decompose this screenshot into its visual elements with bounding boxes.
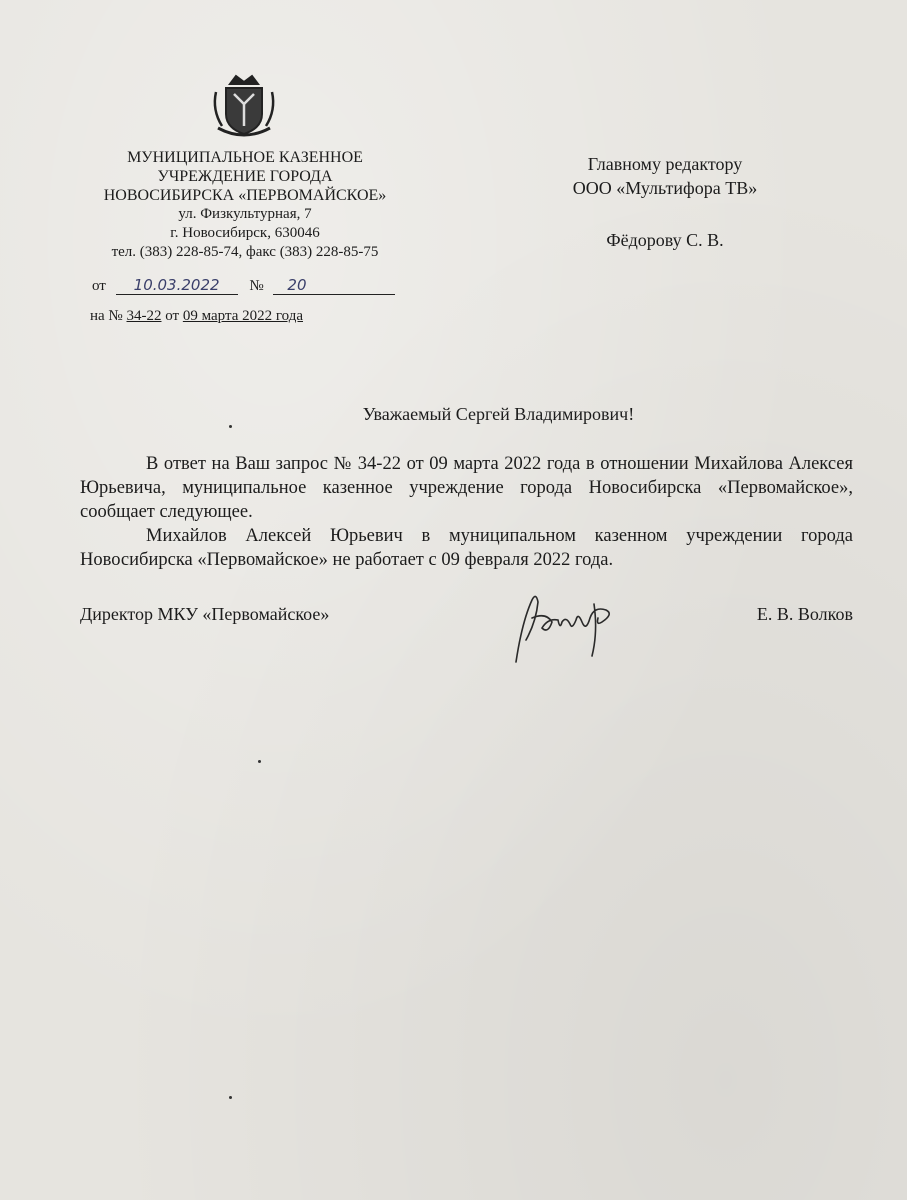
number-label: № xyxy=(249,278,264,294)
paragraph-1: В ответ на Ваш запрос № 34-22 от 09 марта 2022 года в отношении Михайлова Алексея Юрьевича, муниципальное казенное учреждение города Новосибирска «Первомайское», сообщает следующее. xyxy=(80,454,853,522)
org-name-line-3: НОВОСИБИРСКА «ПЕРВОМАЙСКОЕ» xyxy=(103,187,387,204)
sender-phones: тел. (383) 228-85-74, факс (383) 228-85-75 xyxy=(111,244,379,260)
outgoing-reference xyxy=(92,276,395,295)
incoming-reference xyxy=(90,308,303,325)
signer-title: Директор МКУ «Первомайское» xyxy=(80,604,330,624)
addressee-name: Фёдорову С. В. xyxy=(606,230,724,250)
letter-body xyxy=(80,452,853,572)
sender-street: ул. Физкультурная, 7 xyxy=(178,206,312,222)
sender-city: г. Новосибирск, 630046 xyxy=(170,225,320,241)
outgoing-date: 10.03.2022 xyxy=(116,276,238,295)
incoming-number: 34-22 xyxy=(126,308,162,324)
incoming-middle: от xyxy=(161,308,183,324)
signature-icon xyxy=(502,582,632,672)
paragraph-2: Михайлов Алексей Юрьевич в муниципальном казенном учреждении города Новосибирска «Первомайское» не работает с 09 февраля 2022 года. xyxy=(80,526,853,570)
greeting: Уважаемый Сергей Владимирович! xyxy=(362,404,635,424)
paper-speck xyxy=(258,760,261,763)
signer-name: Е. В. Волков xyxy=(756,604,853,624)
addressee-company: ООО «Мультифора ТВ» xyxy=(572,178,758,198)
sender-block xyxy=(80,148,410,262)
paper-speck xyxy=(229,1096,232,1099)
org-name-line-1: МУНИЦИПАЛЬНОЕ КАЗЕННОЕ xyxy=(127,149,363,166)
paper-speck xyxy=(229,425,232,428)
signature-block xyxy=(80,604,853,684)
incoming-prefix: на № xyxy=(90,308,127,324)
org-name-line-2: УЧРЕЖДЕНИЕ ГОРОДА xyxy=(157,168,333,185)
outgoing-number: 20 xyxy=(273,276,395,295)
addressee-block xyxy=(545,152,785,252)
from-label: от xyxy=(92,278,106,294)
addressee-position: Главному редактору xyxy=(587,154,743,174)
coat-of-arms-icon xyxy=(208,70,280,140)
incoming-date: 09 марта 2022 года xyxy=(182,308,303,324)
